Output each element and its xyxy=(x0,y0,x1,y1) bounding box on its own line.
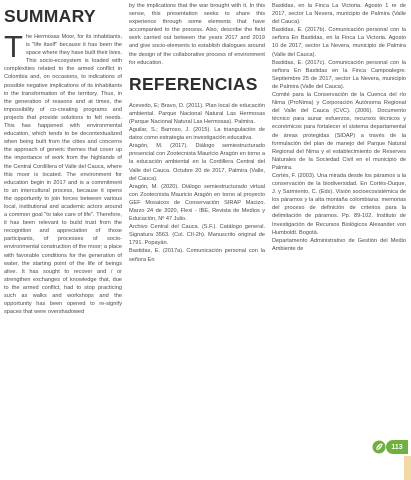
reference-entry: Aragón, M. (2020). Diálogo semiestructurado virtual con Zootecnista Mauricio Aragón en torno al proyecto GEF Mosaicos de Conservación SIRAP Macizo. Marzo 24 de 2020, Flexi - IBE, Revista de Medios y Educación, Nº 47 Julio. xyxy=(129,183,265,223)
reference-entry: Aguilar, S.; Barroso, J. (2015). La triangulación de datos como estrategia en investigación educativa. xyxy=(129,127,265,142)
page-number: 113 xyxy=(391,443,403,451)
summary-heading: SUMMARY xyxy=(4,6,96,26)
summary-continuation: by the implications that the war brought with it. In this sense, this presentation seeks to share this experience through some elements that have accompanied to the process. Also, describe the field work carried out between the years 2017 and 2019 and give socio-elements to establish dialogues around the design of the collaborative process of environment for education. xyxy=(129,3,265,66)
summary-text: he Hermosas Moor, for its inhabitants, is "life itself" because it has been the space where they have built their lives. This socio-ecosystem is loaded with complexities related to the armed conflict in Colombia and, on occasions, to indications of possible negative implications of its inhabitants in the transformation of the territory. Thus, in the generation of reasons and at times, the impossibility of co-creating programs and projects that provide solutions to felt needs. This has happened with environmental education, which tends to be decontextualized when being built from the cities and concerns the approach of generic themes that cover up the importance of work from the highlands of the Central Cordillera of Valle del Cauca, where this moor is located. The environment for education begin in 2017 and is a commitment to an intercultural process, because it opens the opportunity to join forces between various local, institutional and academic actors around a common goal "to take care of life". Therefore, it has been relevant to build trust from the recognition and appreciation of those participants, of processes of socio-environmental construction of the moor; a place with favorable conditions for the generation of water, the starting point of the life of beings alive. It has sought to recover and / or strengthen exchanges of knowledge that, due to the armed conflict, had to stop practicing such as walks and workshops and the opportunity has been opened to re-signify spaces that were overshadowed xyxy=(4,34,123,316)
reference-entry: Bastidas, E. (2017a). Comunicación personal con la señora En xyxy=(129,248,265,263)
column-3 xyxy=(272,2,406,253)
summary-paragraph xyxy=(4,29,123,316)
reference-entry: Bastidas, en la Finca La Victoria. Agosto 1 re de 2017, sector La Nevera, municipio de Palmira (Valle del Cauca). xyxy=(272,3,406,26)
reference-entry: Acevedo, E; Bravo, D. (2011). Plan local de educación ambiental. Parque Nacional Natural Las Hermosas (Parque Nacional Natural Las Hermosas). Palmira. xyxy=(129,102,265,125)
side-color-strip xyxy=(404,456,411,480)
page-number-badge xyxy=(386,440,408,454)
reference-entry: Cortés, F. (2003). Una mirada desde los páramos a la conservación de la biodiversidad. En Cortés-Duque, J. y Sarmiento, C. (Eds). Visión socioecosistémica de los páramos y la alta montaña colombiana: memorias del proceso de definición de criterios para la delimitación de páramos. Pp. 89-102. Instituto de Investigación de Recursos Biológicos Alexander von Humboldt. Bogotá. xyxy=(272,172,406,236)
reference-entry: Bastidas, E. (2017b). Comunicación personal con la señora En Bastidas, en la Finca La Victoria. Agosto 10 de 2017, sector La Nevera, municipio de Palmira (Valle del Cauca). xyxy=(272,27,406,58)
reference-entry: Aragón, M. (2017). Diálogo semiestructurado presencial con Zootecnista Mauricio Aragón en torno a la educación ambiental en la Cordillera Central del Valle del Cauca. Octubre 20 de 2017, Palmira (Valle, del Cauca). xyxy=(129,143,265,182)
references-heading: REFERENCIAS xyxy=(129,73,258,94)
reference-entry: Bastidas, E. (2017c). Comunicación personal con la señora En Bastidas en la Finca Campoalegre. Septiembre 25 de 2017, sector La Nevera, municipio de Palmira (Valle del Cauca). xyxy=(272,59,406,90)
drop-cap: T xyxy=(4,29,23,64)
reference-entry: Departamento Administrativo de Gestión del Medio Ambiente de xyxy=(272,237,406,252)
column-2 xyxy=(129,2,265,264)
leaf-icon xyxy=(372,440,386,454)
column-1 xyxy=(4,2,122,316)
reference-entry: Archivo Central del Cauca. (S.F.). Catálogo general. Signatura 3563. (Col. CII-2h). Manuscrito original de 1791. Popayán. xyxy=(129,224,265,247)
reference-entry: Comité para la Conservación de la Cuenca del río Nima (ProNima) y Corporación Autónoma Regional del Valle del Cauca (CVC). (2006). Documento técnico para aunar esfuerzos, recursos técnicos y económicos para fortalecer el sistema departamental de áreas protegidas (SIDAP) a través de la formulación del plan de manejo del Parque Natural Regional del Nima y el establecimiento de Reserves Naturales de la Sociedad Civil en el municipio de Palmira. xyxy=(272,92,406,171)
